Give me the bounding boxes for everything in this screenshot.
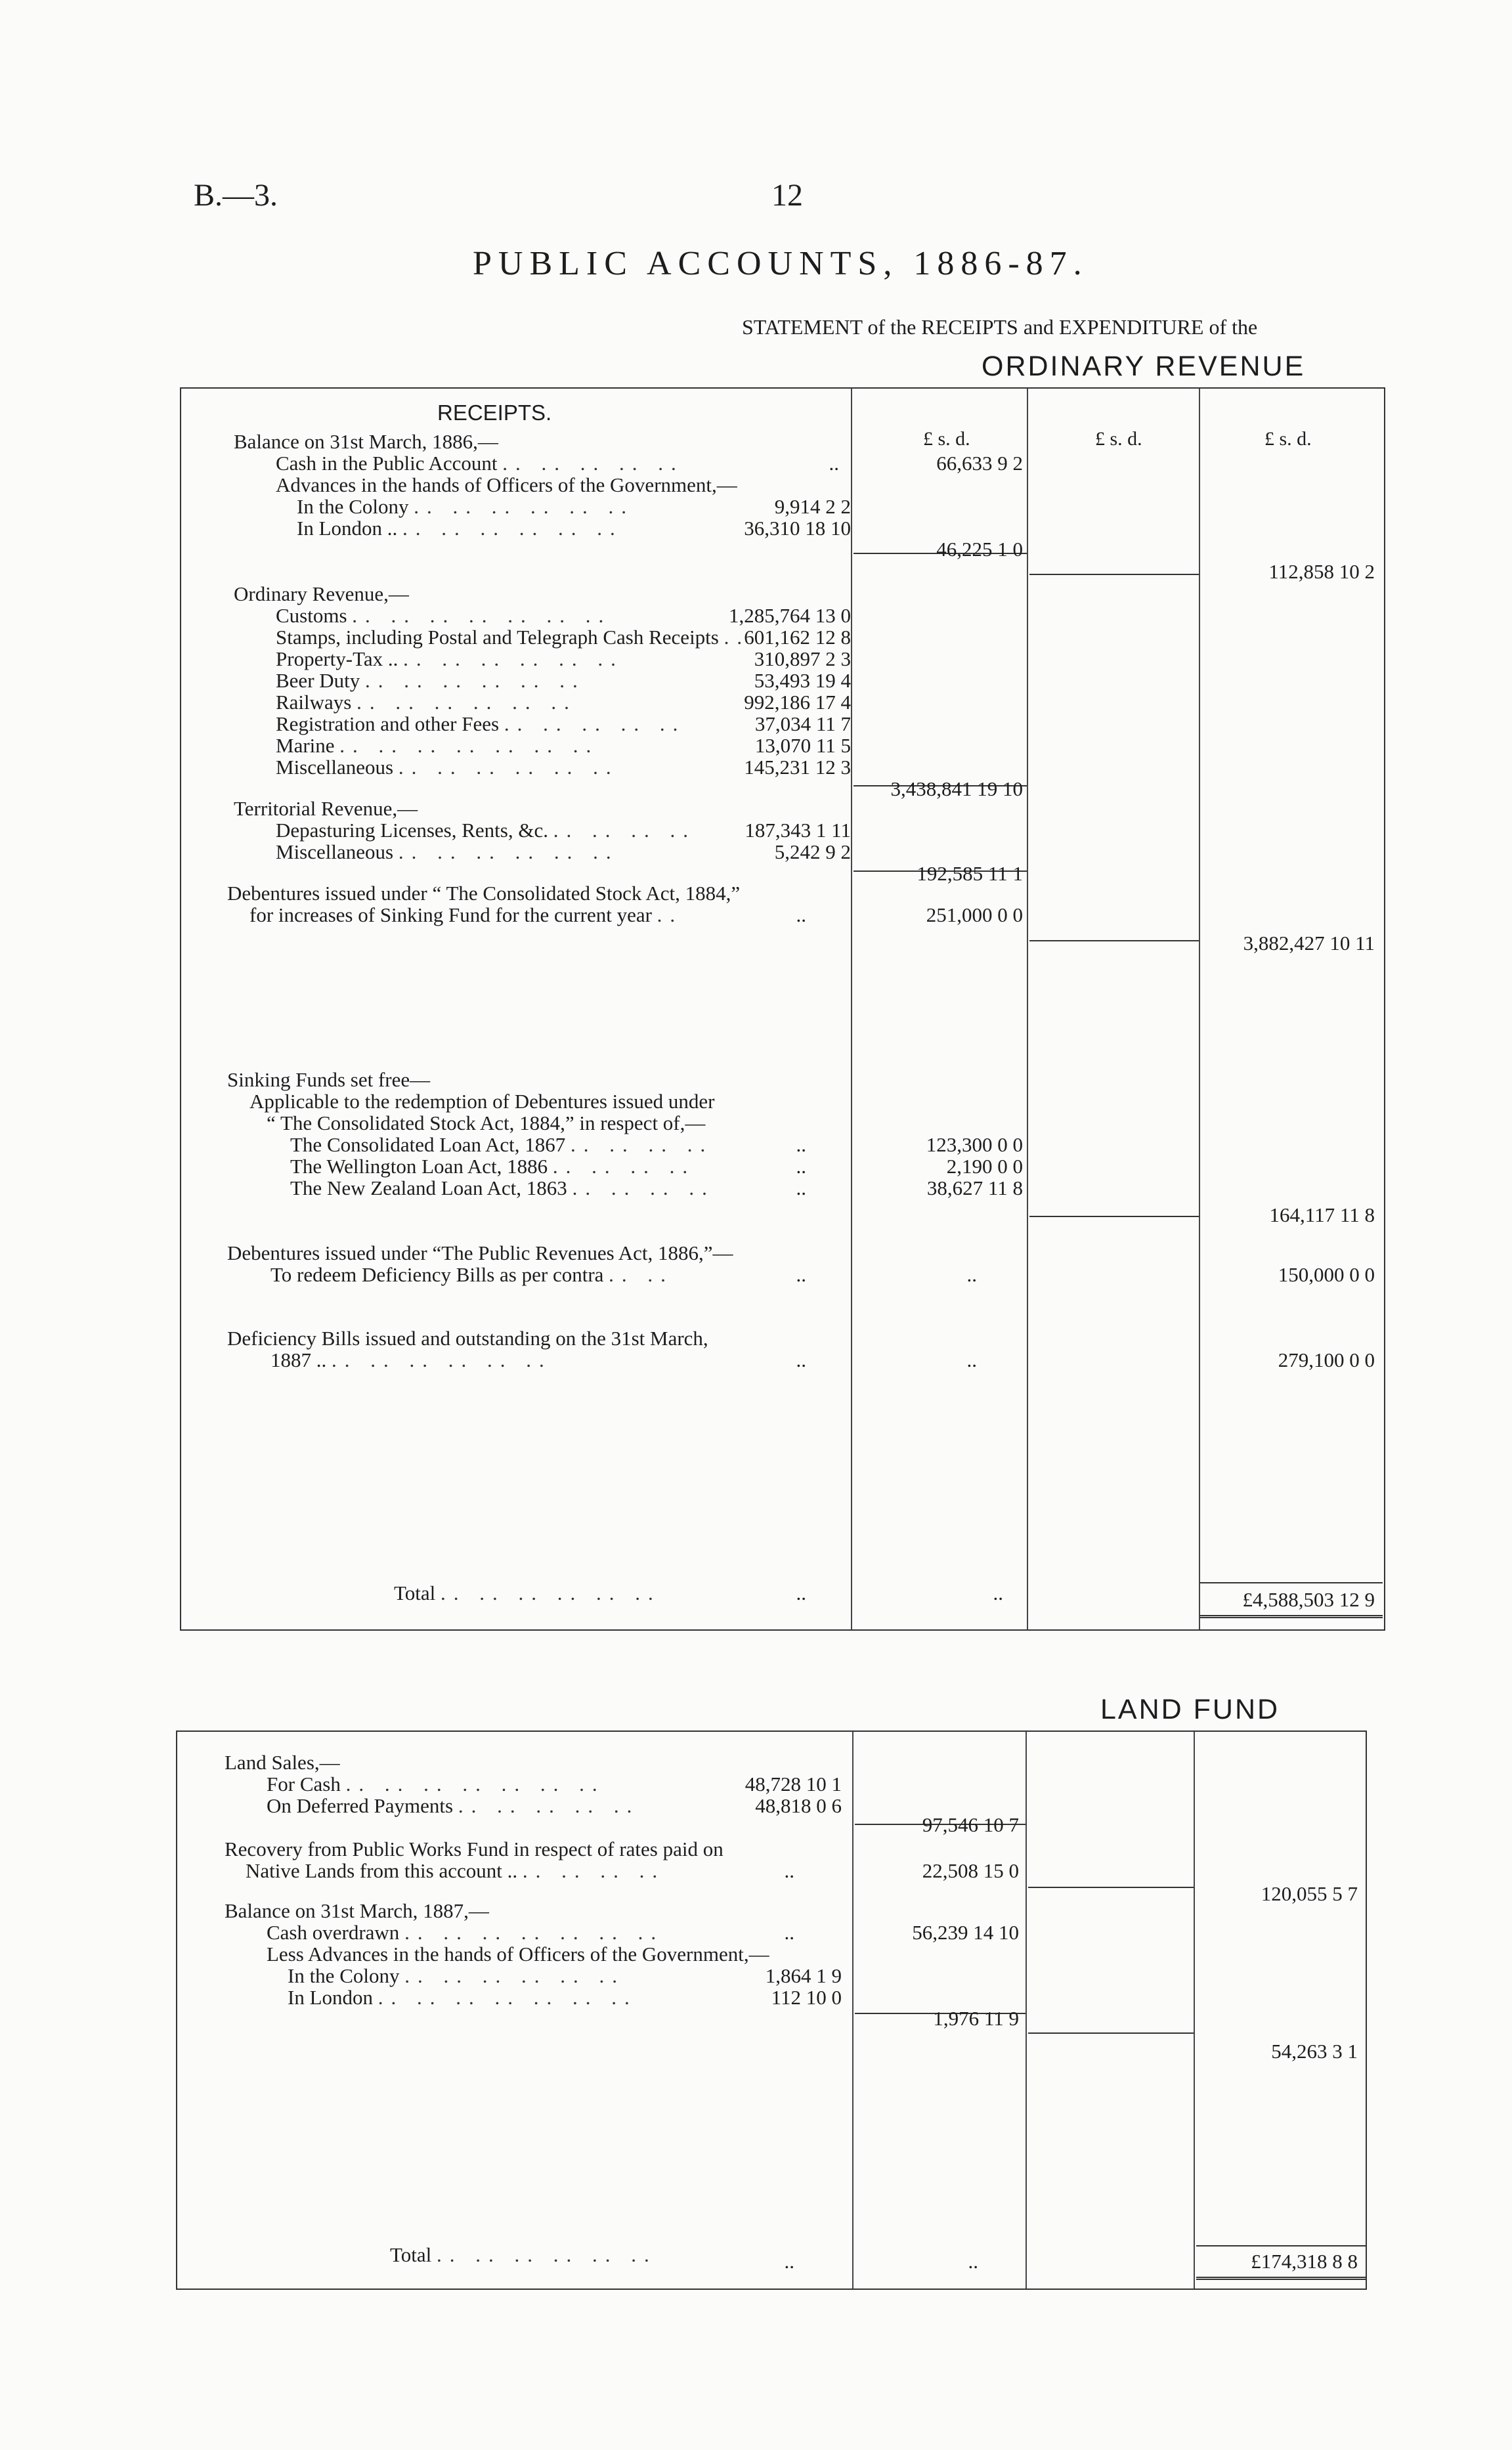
label-marine: Marine .. .. .. .. .. .. .. bbox=[276, 734, 599, 757]
cell-debentures-2-c1: .. bbox=[796, 1263, 806, 1286]
column-divider bbox=[1026, 1732, 1027, 2289]
cell-overdrawn-c1: .. bbox=[784, 1921, 794, 1944]
cell-grand-total: £4,588,503 12 9 bbox=[1242, 1588, 1375, 1611]
label-registration: Registration and other Fees .. .. .. .. .. bbox=[276, 712, 686, 735]
cell-land-london: 112 10 0 bbox=[771, 1986, 842, 2009]
cell-deferred: 48,818 0 6 bbox=[755, 1794, 842, 1817]
cell-total-c2: .. bbox=[993, 1581, 1003, 1604]
cell-advances-total: 46,225 1 0 bbox=[936, 538, 1023, 561]
cell-territorial-misc: 5,242 9 2 bbox=[774, 840, 851, 863]
subtotal-rule bbox=[1028, 1887, 1194, 1888]
label-property-tax: Property-Tax .. .. .. .. .. .. .. bbox=[276, 647, 624, 670]
label-sinking-a: Applicable to the redemption of Debentures issued under bbox=[249, 1090, 715, 1113]
label-land-total: Total .. .. .. .. .. .. bbox=[390, 2243, 657, 2266]
cell-sales-total: 97,546 10 7 bbox=[922, 1813, 1019, 1836]
label-for-cash: For Cash .. .. .. .. .. .. .. bbox=[267, 1773, 605, 1795]
column-divider bbox=[1027, 389, 1028, 1629]
cell-debentures-1-c1: .. bbox=[796, 903, 806, 926]
label-debentures-2b: To redeem Deficiency Bills as per contra .. .. bbox=[270, 1263, 674, 1286]
cell-in-colony: 9,914 2 2 bbox=[774, 495, 851, 518]
label-in-colony: In the Colony .. .. .. .. .. .. bbox=[297, 495, 634, 518]
col-head-2: £ s. d. bbox=[1095, 428, 1142, 450]
cell-overdrawn: 56,239 14 10 bbox=[912, 1921, 1019, 1944]
ordinary-revenue-heading: ORDINARY REVENUE bbox=[982, 351, 1306, 382]
label-balance-1887: Balance on 31st March, 1887,— bbox=[225, 1899, 489, 1922]
label-loan-1867: The Consolidated Loan Act, 1867 .. .. .. .. bbox=[290, 1133, 714, 1156]
cell-balance-total: 112,858 10 2 bbox=[1268, 560, 1375, 583]
label-railways: Railways .. .. .. .. .. .. bbox=[276, 691, 577, 714]
cell-revenue-total: 3,882,427 10 11 bbox=[1243, 932, 1375, 955]
label-customs: Customs .. .. .. .. .. .. .. bbox=[276, 604, 612, 627]
label-debentures-1b: for increases of Sinking Fund for the current year .. bbox=[249, 903, 683, 926]
label-loan-1886: The Wellington Loan Act, 1886 .. .. .. .. bbox=[290, 1155, 696, 1178]
cell-land-balance-total: 54,263 3 1 bbox=[1271, 2040, 1358, 2063]
subtotal-rule bbox=[1029, 1216, 1199, 1217]
total-double-rule bbox=[1196, 2277, 1366, 2280]
label-cash-public: Cash in the Public Account .. .. .. .. .. bbox=[276, 452, 684, 475]
page-title: PUBLIC ACCOUNTS, 1886-87. bbox=[473, 245, 1089, 282]
total-double-rule bbox=[1200, 1615, 1383, 1618]
label-stamps: Stamps, including Postal and Telegraph Cash Receipts .. bbox=[276, 626, 750, 649]
label-advances: Advances in the hands of Officers of the Government,— bbox=[276, 473, 737, 496]
cell-sinking-total: 164,117 11 8 bbox=[1269, 1203, 1375, 1226]
cell-cash-public: 66,633 9 2 bbox=[936, 452, 1023, 475]
receipts-heading: RECEIPTS. bbox=[437, 400, 552, 425]
cell-loan-1863: 38,627 11 8 bbox=[926, 1176, 1023, 1199]
cell-marine: 13,070 11 5 bbox=[754, 734, 851, 757]
subtotal-rule bbox=[1029, 940, 1199, 941]
label-total: Total .. .. .. .. .. .. bbox=[394, 1581, 661, 1604]
cell-deficiency-c2: .. bbox=[966, 1348, 977, 1371]
label-recovery-a: Recovery from Public Works Fund in respect of rates paid on bbox=[225, 1838, 724, 1860]
subtotal-rule bbox=[1029, 574, 1199, 575]
label-depasturing: Depasturing Licenses, Rents, &c. .. .. .. .. bbox=[276, 819, 696, 842]
cell-loan-1886: 2,190 0 0 bbox=[946, 1155, 1023, 1178]
col-head-1: £ s. d. bbox=[923, 428, 970, 450]
label-sinking-funds: Sinking Funds set free— bbox=[227, 1068, 431, 1091]
label-land-colony: In the Colony .. .. .. .. .. .. bbox=[288, 1964, 625, 1987]
label-land-sales: Land Sales,— bbox=[225, 1751, 340, 1774]
cell-land-adv-total: 1,976 11 9 bbox=[933, 2007, 1019, 2030]
cell-territorial-total: 192,585 11 1 bbox=[917, 862, 1023, 885]
label-miscellaneous: Miscellaneous .. .. .. .. .. .. bbox=[276, 756, 619, 779]
cell-loan-1867: 123,300 0 0 bbox=[926, 1133, 1023, 1156]
cell-recovery: 22,508 15 0 bbox=[922, 1859, 1019, 1882]
label-balance: Balance on 31st March, 1886,— bbox=[234, 430, 498, 453]
statement-heading: STATEMENT of the RECEIPTS and EXPENDITURE of the bbox=[742, 315, 1258, 339]
document-reference: B.—3. bbox=[194, 178, 278, 213]
cell-beer-duty: 53,493 19 4 bbox=[754, 669, 851, 692]
cell-railways: 992,186 17 4 bbox=[744, 691, 851, 714]
column-divider bbox=[851, 389, 852, 1629]
cell-stamps: 601,162 12 8 bbox=[744, 626, 851, 649]
label-cash-overdrawn: Cash overdrawn .. .. .. .. .. .. .. bbox=[267, 1921, 664, 1944]
cell-loan-1863-c1: .. bbox=[796, 1176, 806, 1199]
cell-land-colony: 1,864 1 9 bbox=[765, 1964, 842, 1987]
land-fund-heading: LAND FUND bbox=[1100, 1694, 1280, 1725]
cell-debentures-2-c2: .. bbox=[966, 1263, 977, 1286]
label-ordinary-revenue: Ordinary Revenue,— bbox=[234, 582, 409, 605]
label-less-advances: Less Advances in the hands of Officers of the Government,— bbox=[267, 1943, 769, 1966]
cell-fund-total: 120,055 5 7 bbox=[1261, 1882, 1358, 1905]
cell-loan-1886-c1: .. bbox=[796, 1155, 806, 1178]
cell-total-c1: .. bbox=[796, 1581, 806, 1604]
ordinary-revenue-table bbox=[180, 387, 1385, 1631]
cell-debentures-2: 150,000 0 0 bbox=[1278, 1263, 1375, 1286]
cell-land-total-c1: .. bbox=[784, 2250, 794, 2273]
total-rule bbox=[1200, 1582, 1383, 1583]
cell-property-tax: 310,897 2 3 bbox=[754, 647, 851, 670]
cell-miscellaneous: 145,231 12 3 bbox=[744, 756, 851, 779]
cell-land-grand-total: £174,318 8 8 bbox=[1251, 2250, 1358, 2273]
label-deferred: On Deferred Payments .. .. .. .. .. bbox=[267, 1794, 640, 1817]
column-divider bbox=[1194, 1732, 1195, 2289]
cell-land-total-c2: .. bbox=[968, 2250, 978, 2273]
cell-loan-1867-c1: .. bbox=[796, 1133, 806, 1156]
label-debentures-2a: Debentures issued under “The Public Revenues Act, 1886,”— bbox=[227, 1241, 733, 1264]
cell-recovery-c1: .. bbox=[784, 1859, 794, 1882]
label-in-london: In London .. .. .. .. .. .. .. bbox=[297, 517, 623, 540]
label-beer-duty: Beer Duty .. .. .. .. .. .. bbox=[276, 669, 586, 692]
cell-debentures-1: 251,000 0 0 bbox=[926, 903, 1023, 926]
land-fund-table bbox=[176, 1730, 1367, 2290]
page-number: 12 bbox=[771, 178, 803, 213]
column-divider bbox=[1199, 389, 1200, 1629]
subtotal-rule bbox=[1028, 2032, 1194, 2034]
label-recovery-b: Native Lands from this account .. .. .. .. .. bbox=[246, 1859, 666, 1882]
label-loan-1863: The New Zealand Loan Act, 1863 .. .. .. .. bbox=[290, 1176, 715, 1199]
cell-cash-public-c1: .. bbox=[829, 452, 839, 475]
total-rule bbox=[1196, 2245, 1366, 2246]
label-territorial-misc: Miscellaneous .. .. .. .. .. .. bbox=[276, 840, 619, 863]
cell-for-cash: 48,728 10 1 bbox=[745, 1773, 842, 1795]
label-deficiency-b: 1887 .. .. .. .. .. .. .. bbox=[270, 1348, 552, 1371]
col-head-3: £ s. d. bbox=[1264, 428, 1312, 450]
label-sinking-b: “ The Consolidated Stock Act, 1884,” in respect of,— bbox=[267, 1111, 706, 1134]
label-territorial: Territorial Revenue,— bbox=[234, 797, 418, 820]
column-divider bbox=[852, 1732, 853, 2289]
cell-depasturing: 187,343 1 11 bbox=[745, 819, 851, 842]
cell-deficiency-c1: .. bbox=[796, 1348, 806, 1371]
cell-customs: 1,285,764 13 0 bbox=[729, 604, 851, 627]
cell-registration: 37,034 11 7 bbox=[754, 712, 851, 735]
label-deficiency-a: Deficiency Bills issued and outstanding on the 31st March, bbox=[227, 1327, 708, 1350]
label-debentures-1a: Debentures issued under “ The Consolidated Stock Act, 1884,” bbox=[227, 882, 741, 905]
label-land-london: In London .. .. .. .. .. .. .. bbox=[288, 1986, 637, 2009]
cell-ordinary-total: 3,438,841 19 10 bbox=[890, 777, 1023, 800]
cell-in-london: 36,310 18 10 bbox=[744, 517, 851, 540]
cell-deficiency: 279,100 0 0 bbox=[1278, 1348, 1375, 1371]
